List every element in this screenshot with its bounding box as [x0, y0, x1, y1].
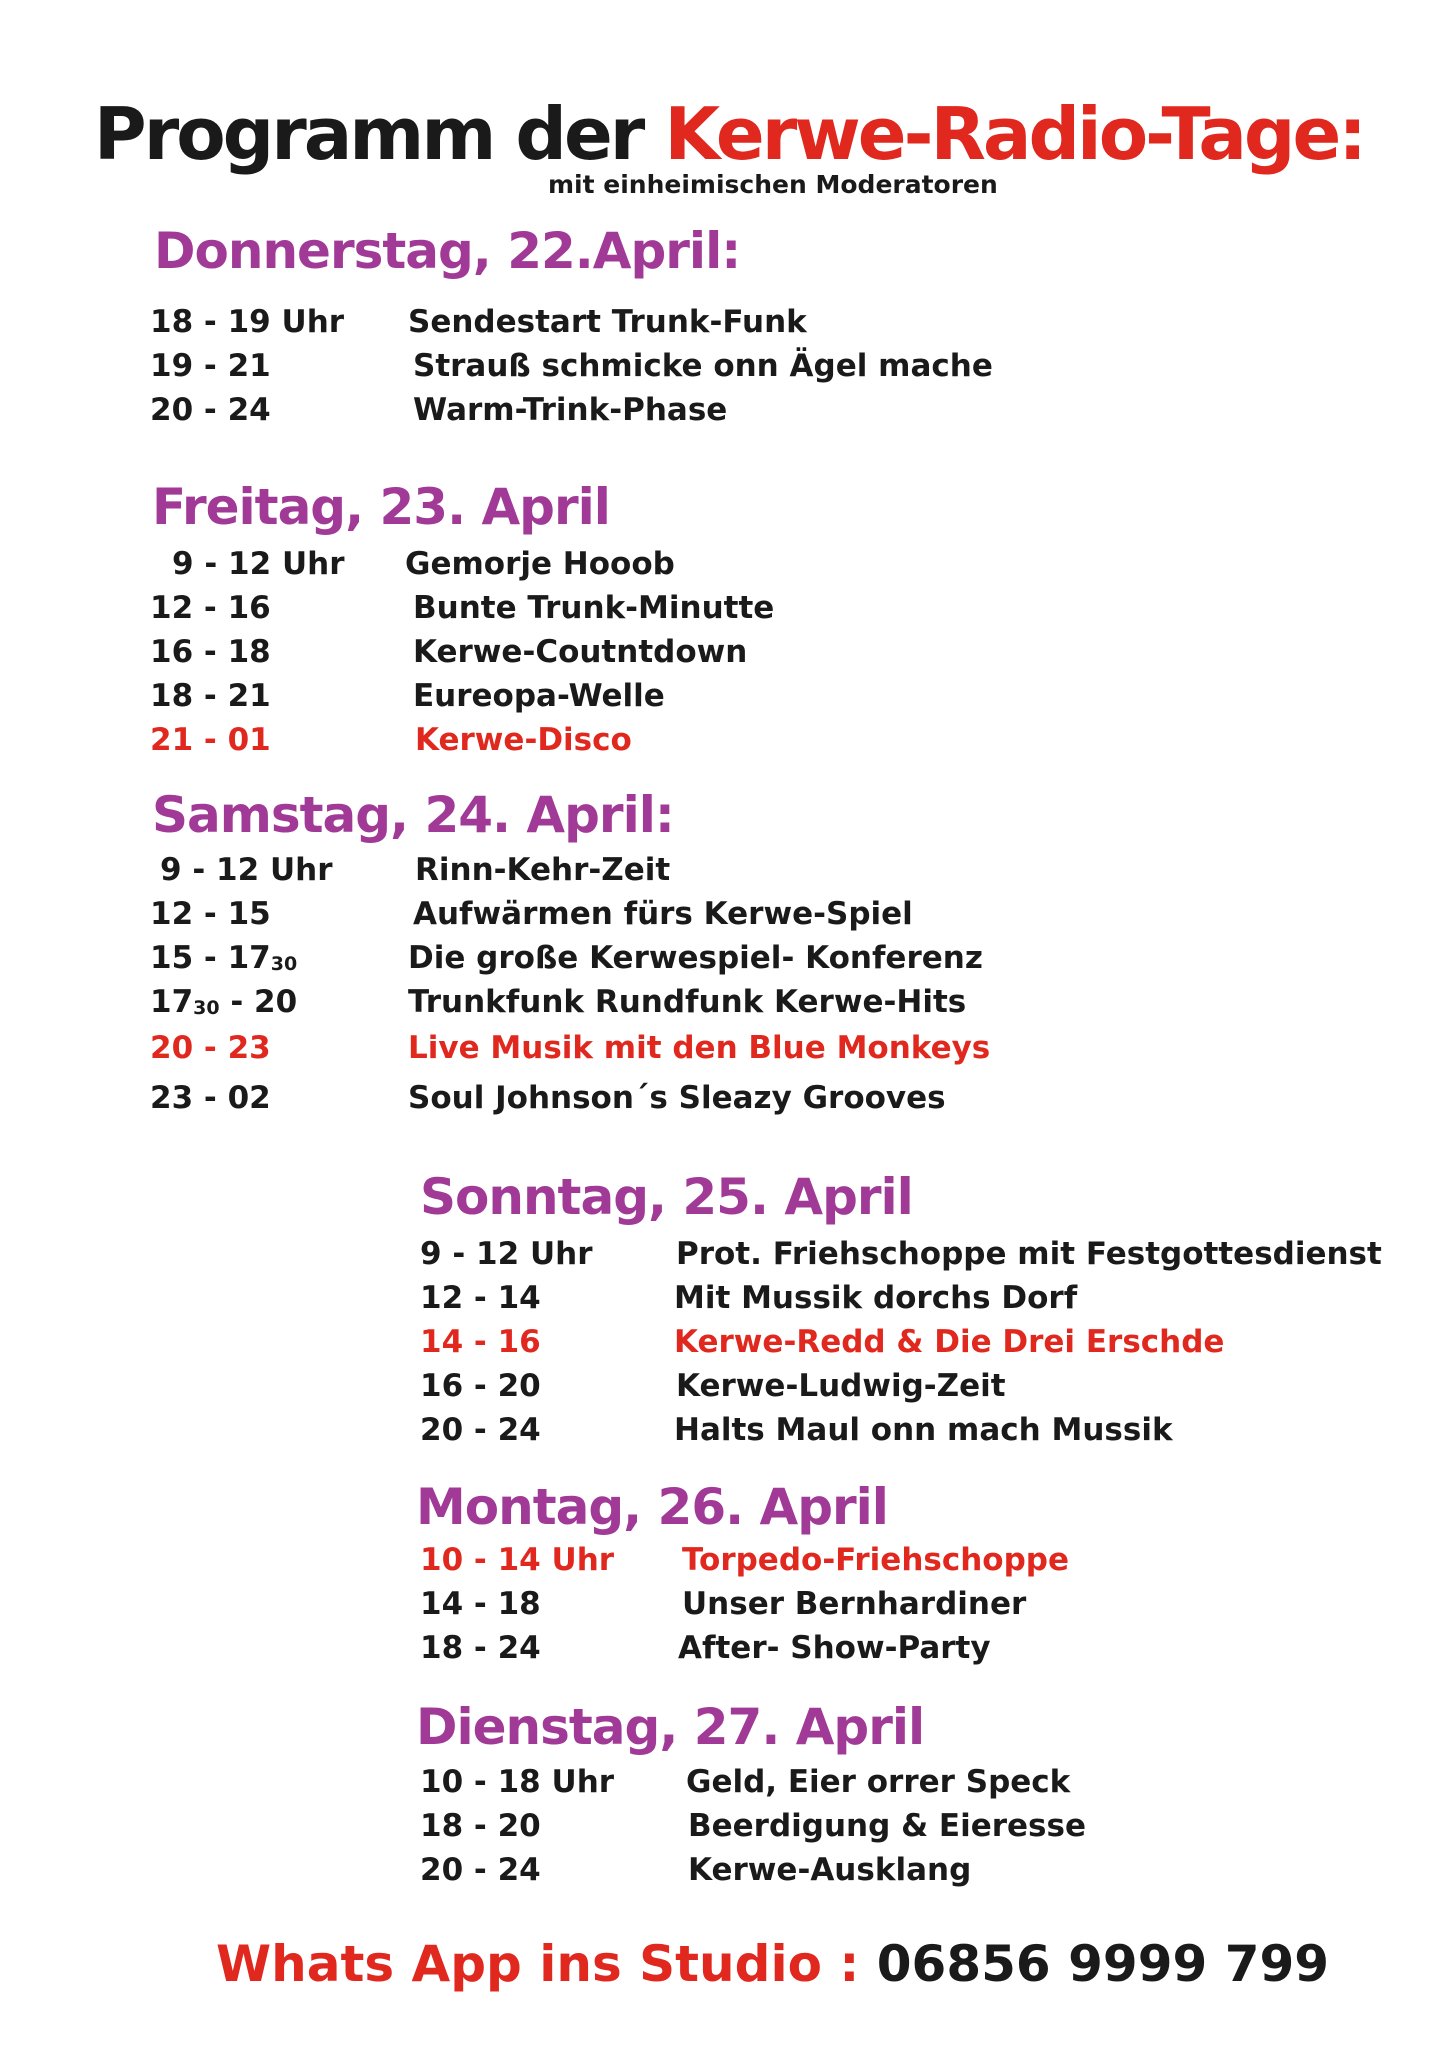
program-name: Geld, Eier orrer Speck	[686, 1764, 1071, 1800]
subtitle: mit einheimischen Moderatoren	[548, 170, 998, 199]
time-slot: 9 - 12 Uhr	[160, 852, 333, 888]
program-name: Warm-Trink-Phase	[413, 392, 728, 428]
day-heading-freitag: Freitag, 23. April	[152, 478, 610, 536]
program-name: Aufwärmen fürs Kerwe-Spiel	[413, 896, 913, 932]
time-slot: 12 - 15	[150, 896, 271, 932]
title-prefix: Programm der	[93, 92, 643, 176]
program-name: Torpedo-Friehschoppe	[682, 1542, 1069, 1578]
program-name: Mit Mussik dorchs Dorf	[674, 1280, 1078, 1316]
day-heading-samstag: Samstag, 24. April:	[152, 786, 674, 844]
time-slot: 9 - 12 Uhr	[172, 546, 345, 582]
program-name: Die große Kerwespiel- Konferenz	[408, 940, 983, 976]
time-slot: 20 - 24	[150, 392, 271, 428]
page-title	[0, 92, 1448, 176]
time-slot: 20 - 24	[420, 1412, 541, 1448]
program-name: Sendestart Trunk-Funk	[408, 304, 807, 340]
program-name: Soul Johnson´s Sleazy Grooves	[408, 1080, 946, 1116]
program-name: Eureopa-Welle	[413, 678, 665, 714]
program-name: Kerwe-Coutntdown	[413, 634, 748, 670]
program-name: Kerwe-Disco	[415, 722, 632, 758]
phone-number: 06856 9999 799	[876, 1935, 1330, 1993]
time-slot: 19 - 21	[150, 348, 271, 384]
day-heading-donnerstag: Donnerstag, 22.April:	[154, 222, 741, 280]
time-slot: 16 - 20	[420, 1368, 541, 1404]
time-slot: 12 - 16	[150, 590, 271, 626]
program-name: Beerdigung & Eieresse	[688, 1808, 1086, 1844]
time-slot: 10 - 14 Uhr	[420, 1542, 615, 1578]
program-name: Prot. Friehschoppe mit Festgottesdienst	[676, 1236, 1382, 1272]
program-name: Strauß schmicke onn Ägel mache	[413, 348, 993, 384]
whatsapp-label: Whats App ins Studio :	[216, 1935, 860, 1993]
program-name: Gemorje Hooob	[405, 546, 675, 582]
program-name: Kerwe-Ausklang	[688, 1852, 972, 1888]
program-name: Unser Bernhardiner	[682, 1586, 1027, 1622]
day-heading-dienstag: Dienstag, 27. April	[416, 1698, 925, 1756]
time-slot: 14 - 16	[420, 1324, 541, 1360]
time-slot: 18 - 19 Uhr	[150, 304, 345, 340]
time-slot: 18 - 20	[420, 1808, 541, 1844]
program-name: Halts Maul onn mach Mussik	[674, 1412, 1173, 1448]
time-slot: 21 - 01	[150, 722, 271, 758]
program-name: Kerwe-Ludwig-Zeit	[676, 1368, 1006, 1404]
time-slot: 20 - 24	[420, 1852, 541, 1888]
whatsapp-contact	[216, 1935, 1329, 1993]
time-slot: $15 - 17_{30}$	[150, 940, 298, 976]
program-name: Kerwe-Redd & Die Drei Erschde	[674, 1324, 1225, 1360]
time-slot: 23 - 02	[150, 1080, 271, 1116]
program-name: Rinn-Kehr-Zeit	[415, 852, 671, 888]
time-slot: 12 - 14	[420, 1280, 541, 1316]
time-slot: 10 - 18 Uhr	[420, 1764, 615, 1800]
program-name: Live Musik mit den Blue Monkeys	[408, 1030, 991, 1066]
program-name: Trunkfunk Rundfunk Kerwe-Hits	[408, 984, 967, 1020]
time-slot: 18 - 24	[420, 1630, 541, 1666]
program-name: After- Show-Party	[678, 1630, 991, 1666]
time-slot: 16 - 18	[150, 634, 271, 670]
time-slot: 18 - 21	[150, 678, 271, 714]
time-slot: $17_{30} - 20$	[150, 984, 298, 1020]
program-name: Bunte Trunk-Minutte	[413, 590, 775, 626]
time-slot: 9 - 12 Uhr	[420, 1236, 593, 1272]
title-accent: Kerwe-Radio-Tage:	[664, 92, 1365, 176]
time-slot: 20 - 23	[150, 1030, 271, 1066]
day-heading-montag: Montag, 26. April	[416, 1478, 888, 1536]
day-heading-sonntag: Sonntag, 25. April	[420, 1168, 913, 1226]
time-slot: 14 - 18	[420, 1586, 541, 1622]
